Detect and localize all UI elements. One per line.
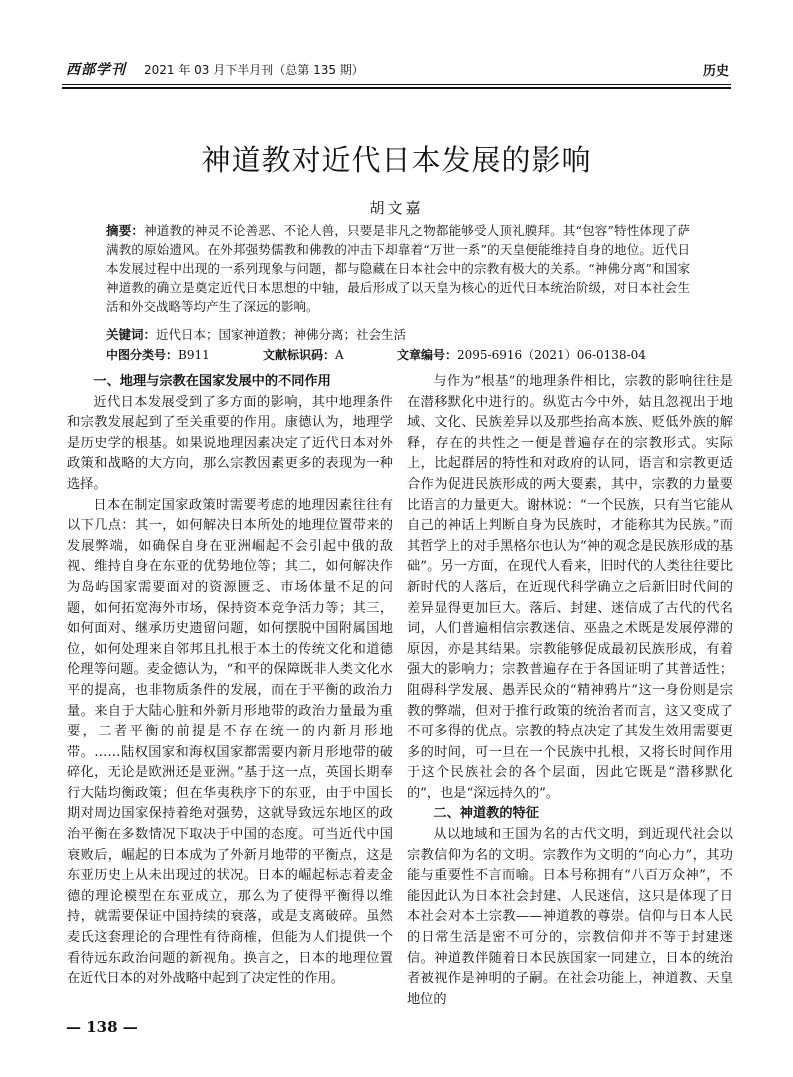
article-no-value: 2095-6916（2021）06-0138-04 — [457, 348, 646, 362]
section-label: 历史 — [702, 64, 729, 79]
journal-name: 西部学刊 — [66, 62, 126, 78]
article-no-label: 文章编号： — [397, 348, 458, 362]
paragraph: 从以地域和王国为名的古代文明，到近现代社会以宗教信仰为名的文明。宗教作为文明的“向心力”，其功能与重要性不言而喻。日本号称拥有“八百万众神”，不能因此认为日本社会封建、人民迷信，这只是体现了日本社会对本土宗教——神道教的尊崇。信仰与日本人民的日常生活是密不可分的，宗教信仰并不等于封建迷信。神道教伴随着日本民族国家一同建立，日本的统治者被视作是神明的子嗣。在社会功能上，神道教、天皇地位的 — [407, 827, 733, 1007]
paragraph: 与作为“根基”的地理条件相比，宗教的影响往往是在潜移默化中进行的。纵览古今中外，姑且忽视出于地域、文化、民族差异以及那些抬高本族、贬低外族的解释，存在的共性之一便是普遍存在的宗教形式。实际上，比起群居的特性和对政府的认同，语言和宗教更适合作为促进民族形成的两大要素，其中，宗教的力量要比语言的力量更大。谢林说：“一个民族，只有当它能从自己的神话上判断自身为民族时，才能称其为民族。”而其哲学上的对手黑格尔也认为“神的观念是民族形成的基础”。另一方面，在现代人看来，旧时代的人类往往要比新时代的人落后，在近现代科学确立之后新旧时代间的差异显得更加巨大。落后、封建、迷信成了古代的代名词，人们普遍相信宗教迷信、巫蛊之术既是发展停滞的原因，亦是其结果。宗教能够促成最初民族形成，有着强大的影响力；宗教普遍存在于各国证明了其普适性；阻碍科学发展、愚弄民众的“精神鸦片”这一身份则是宗教的弊端，但对于推行政策的统治者而言，这又变成了不可多得的优点。宗教的特点决定了其发生效用需要更多的时间，可一旦在一个民族中扎根，又将长时间作用于这个民族社会的各个层面，因此它既是“潜移默化的”，也是“深远持久的”。 — [407, 374, 733, 801]
document-code — [263, 346, 344, 363]
clc-value: B911 — [178, 348, 210, 362]
keywords-text: 近代日本；国家神道教；神佛分离；社会生活 — [156, 327, 407, 342]
paragraph: 日本在制定国家政策时需要考虑的地理因素往往有以下几点：其一，如何解决日本所处的地理位置带来的发展弊端，如确保自身在亚洲崛起不会引起中俄的敌视、维持自身在东亚的优势地位等；其二，如何解决作为岛屿国家需要面对的资源匮乏、市场体量不足的问题，如何拓宽海外市场，保持资本竞争活力等；其三，如何面对、继承历史遗留问题，如何摆脱中国附属国地位，如何处理来自邻邦且扎根于本土的传统文化和道德伦理等问题。麦金德认为，“和平的保障既非人类文化水平的提高，也非物质条件的发展，而在于平衡的政治力量。来自于大陆心脏和外新月形地带的政治力量最为重要，二者平衡的前提是不存在统一的内新月形地带。……陆权国家和海权国家都需要内新月形地带的破碎化，无论是欧洲还是亚洲。”基于这一点，英国长期奉行大陆均衡政策；但在华夷秩序下的东亚，由于中国长期对周边国家保持着绝对强势，这就导致远东地区的政治平衡在多数情况下取决于中国的态度。可当近代中国衰败后，崛起的日本成为了外新月地带的平衡点，这是东亚历史上从未出现过的状况。日本的崛起标志着麦金德的理论模型在东亚成立，那么为了使得平衡得以维持，就需要保证中国持续的衰落，或是支离破碎。虽然麦氏这套理论的合理性有待商榷，但能为人们提供一个看待远东政治问题的新视角。换言之，日本的地理位置在近代日本的对外战略中起到了决定性的作用。 — [67, 497, 393, 987]
keywords — [106, 325, 690, 343]
doc-code-label: 文献标识码： — [263, 348, 336, 362]
issue-info: 2021 年 03 月下半月刊（总第 135 期） — [144, 63, 364, 77]
article-number — [397, 346, 646, 363]
abstract-text: 神道教的神灵不论善恶、不论人兽，只要是非凡之物都能够受人顶礼膜拜。其“包容”特性体现了萨满教的原始遗风。在外邦强势儒教和佛教的冲击下却靠着“万世一系”的天皇便能维持自身的地位。近代日本发展过程中出现的一系列现象与问题，都与隐藏在日本社会中的宗教有极大的关系。“神佛分离”和国家神道教的确立是奠定近代日本思想的中轴，最后形成了以天皇为核心的近代日本统治阶级，对日本社会生活和外交战略等均产生了深远的影响。 — [106, 223, 690, 314]
abstract — [106, 221, 690, 316]
page-number: — 138 — — [66, 1018, 138, 1036]
body-column-left — [67, 372, 393, 990]
section-heading-2: 二、神道教的特征 — [433, 806, 539, 822]
author-name: 胡文嘉 — [369, 199, 424, 217]
keywords-label: 关键词： — [106, 327, 157, 342]
header-rule-thin — [62, 84, 731, 85]
doc-code-value: A — [335, 348, 344, 362]
paragraph: 近代日本发展受到了多方面的影响，其中地理条件和宗教发展起到了至关重要的作用。康德认为，地理学是历史学的根基。如果说地理因素决定了近代日本对外政策和战略的大方向，那么宗教因素更多的表现为一种选择。 — [67, 394, 393, 492]
header-rule-thick — [62, 87, 731, 89]
clc-label: 中图分类号： — [106, 348, 179, 362]
section-heading-1: 一、地理与宗教在国家发展中的不同作用 — [93, 374, 331, 389]
body-column-right — [407, 372, 733, 1010]
clc-number — [106, 346, 210, 363]
article-title: 神道教对近代日本发展的影响 — [201, 143, 592, 177]
abstract-label: 摘要： — [106, 223, 145, 238]
running-header — [62, 56, 731, 80]
